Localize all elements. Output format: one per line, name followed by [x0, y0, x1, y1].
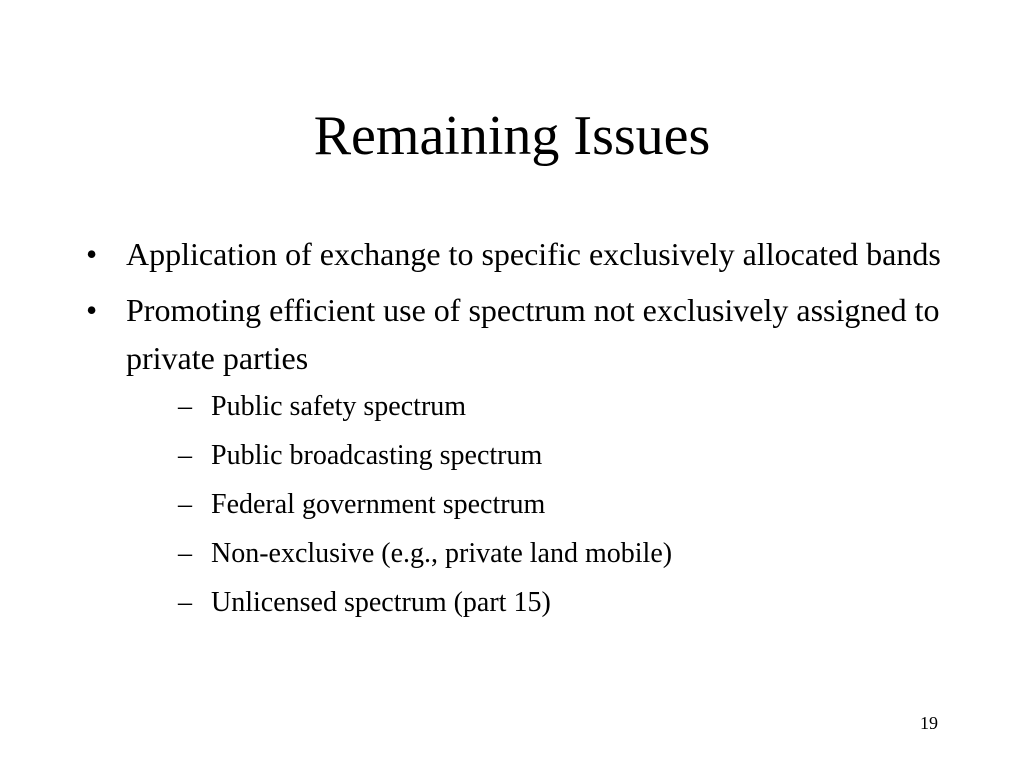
- sub-bullet-text: Non-exclusive (e.g., private land mobile): [211, 538, 673, 569]
- slide-title: Remaining Issues: [313, 105, 711, 167]
- bullet-marker: •: [86, 292, 98, 328]
- bullet-item: [86, 286, 946, 627]
- bullet-list: [86, 230, 946, 635]
- bullet-text: Application of exchange to specific exclusively allocated bands: [126, 236, 941, 272]
- sub-bullet-item: [126, 529, 946, 578]
- sub-bullet-text: Unlicensed spectrum (part 15): [211, 587, 551, 618]
- sub-bullet-text: Public safety spectrum: [211, 391, 467, 422]
- page-number: 19: [920, 713, 938, 733]
- sub-bullet-item: [126, 382, 946, 431]
- sub-bullet-text: Public broadcasting spectrum: [211, 440, 543, 471]
- sub-bullet-list: [126, 382, 946, 627]
- bullet-text: Promoting efficient use of spectrum not exclusively assigned to private parties: [126, 292, 940, 376]
- sub-bullet-item: [126, 578, 946, 627]
- sub-bullet-text: Federal government spectrum: [211, 489, 546, 520]
- sub-bullet-marker: –: [178, 489, 192, 520]
- sub-bullet-item: [126, 431, 946, 480]
- sub-bullet-marker: –: [178, 538, 192, 569]
- sub-bullet-marker: –: [178, 391, 192, 422]
- sub-bullet-marker: –: [178, 587, 192, 618]
- bullet-marker: •: [86, 236, 98, 272]
- sub-bullet-marker: –: [178, 440, 192, 471]
- bullet-item: [86, 230, 946, 278]
- sub-bullet-item: [126, 480, 946, 529]
